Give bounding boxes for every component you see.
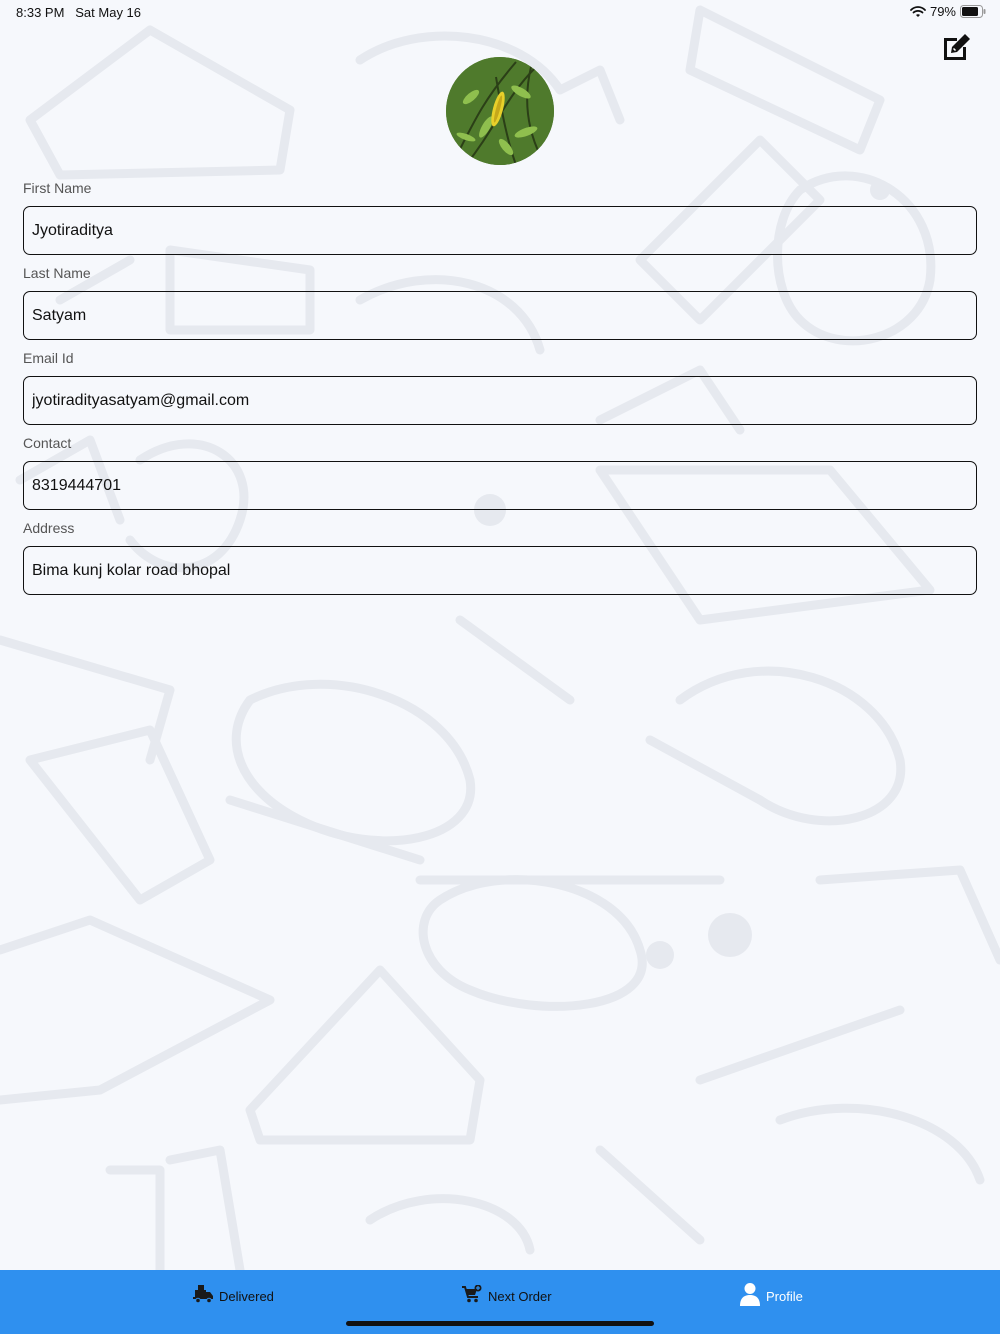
cart-icon bbox=[462, 1285, 482, 1308]
address-input[interactable] bbox=[23, 546, 977, 595]
email-label: Email Id bbox=[23, 350, 74, 366]
contact-input[interactable] bbox=[23, 461, 977, 510]
tab-profile-label: Profile bbox=[766, 1288, 803, 1304]
tab-delivered[interactable] bbox=[193, 1270, 274, 1322]
address-label: Address bbox=[23, 520, 75, 536]
status-bar bbox=[0, 0, 1000, 24]
tab-next-order-label: Next Order bbox=[488, 1288, 552, 1304]
status-time-date: 8:33 PM Sat May 16 bbox=[16, 5, 142, 20]
first-name-field-group bbox=[23, 180, 977, 265]
email-input[interactable] bbox=[23, 376, 977, 425]
last-name-field-group bbox=[23, 265, 977, 350]
avatar[interactable] bbox=[446, 57, 554, 165]
status-indicators bbox=[910, 4, 986, 19]
first-name-label: First Name bbox=[23, 180, 92, 196]
tab-next-order[interactable] bbox=[462, 1270, 552, 1322]
tab-delivered-label: Delivered bbox=[219, 1288, 274, 1304]
profile-form bbox=[23, 180, 977, 605]
contact-label: Contact bbox=[23, 435, 72, 451]
contact-field-group bbox=[23, 435, 977, 520]
last-name-label: Last Name bbox=[23, 265, 91, 281]
edit-profile-button[interactable] bbox=[940, 32, 972, 64]
tab-profile[interactable] bbox=[740, 1270, 803, 1322]
email-field-group bbox=[23, 350, 977, 435]
address-field-group bbox=[23, 520, 977, 605]
edit-icon bbox=[940, 51, 972, 68]
home-indicator bbox=[346, 1321, 654, 1326]
delivery-truck-icon bbox=[193, 1285, 213, 1308]
wifi-icon bbox=[910, 6, 926, 18]
first-name-input[interactable] bbox=[23, 206, 977, 255]
person-icon bbox=[740, 1282, 760, 1311]
battery-icon bbox=[960, 5, 986, 18]
last-name-input[interactable] bbox=[23, 291, 977, 340]
battery-percent: 79% bbox=[929, 4, 956, 19]
